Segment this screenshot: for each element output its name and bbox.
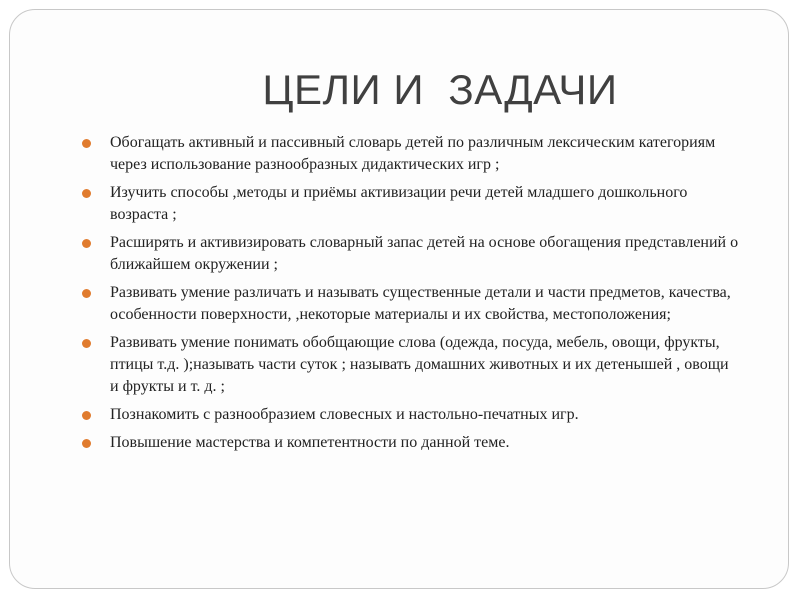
goals-list <box>80 132 740 460</box>
list-item <box>80 404 740 426</box>
list-item-text: Изучить способы ,методы и приёмы активизации речи детей младшего дошкольного возраста ; <box>110 184 688 223</box>
slide-title: ЦЕЛИ И ЗАДАЧИ <box>262 66 618 113</box>
list-item <box>80 332 740 398</box>
list-item <box>80 282 740 326</box>
list-item <box>80 182 740 226</box>
bullet-icon <box>82 139 91 148</box>
bullet-icon <box>82 339 91 348</box>
list-item <box>80 132 740 176</box>
bullet-icon <box>82 289 91 298</box>
list-item-text: Расширять и активизировать словарный запас детей на основе обогащения представлений о ближайшем окружении ; <box>110 234 739 273</box>
list-item-text: Развивать умение различать и называть существенные детали и части предметов, качества, особенности поверхности, ,некоторые материалы и их свойства, местоположения; <box>110 284 731 323</box>
bullet-icon <box>82 239 91 248</box>
bullet-icon <box>82 189 91 198</box>
list-item <box>80 432 740 454</box>
list-item-text: Познакомить с разнообразием словесных и настольно-печатных игр. <box>110 406 579 423</box>
list-item-text: Развивать умение понимать обобщающие слова (одежда, посуда, мебель, овощи, фрукты, птицы т.д. );называть части суток ; называть домашних животных и их детенышей , овощи и фрукты и т. д. ; <box>110 334 729 395</box>
bullet-icon <box>82 439 91 448</box>
bullet-icon <box>82 411 91 420</box>
list-item <box>80 232 740 276</box>
list-item-text: Повышение мастерства и компетентности по данной теме. <box>110 434 510 451</box>
list-item-text: Обогащать активный и пассивный словарь детей по различным лексическим категориям через использование разнообразных дидактических игр ; <box>110 134 716 173</box>
